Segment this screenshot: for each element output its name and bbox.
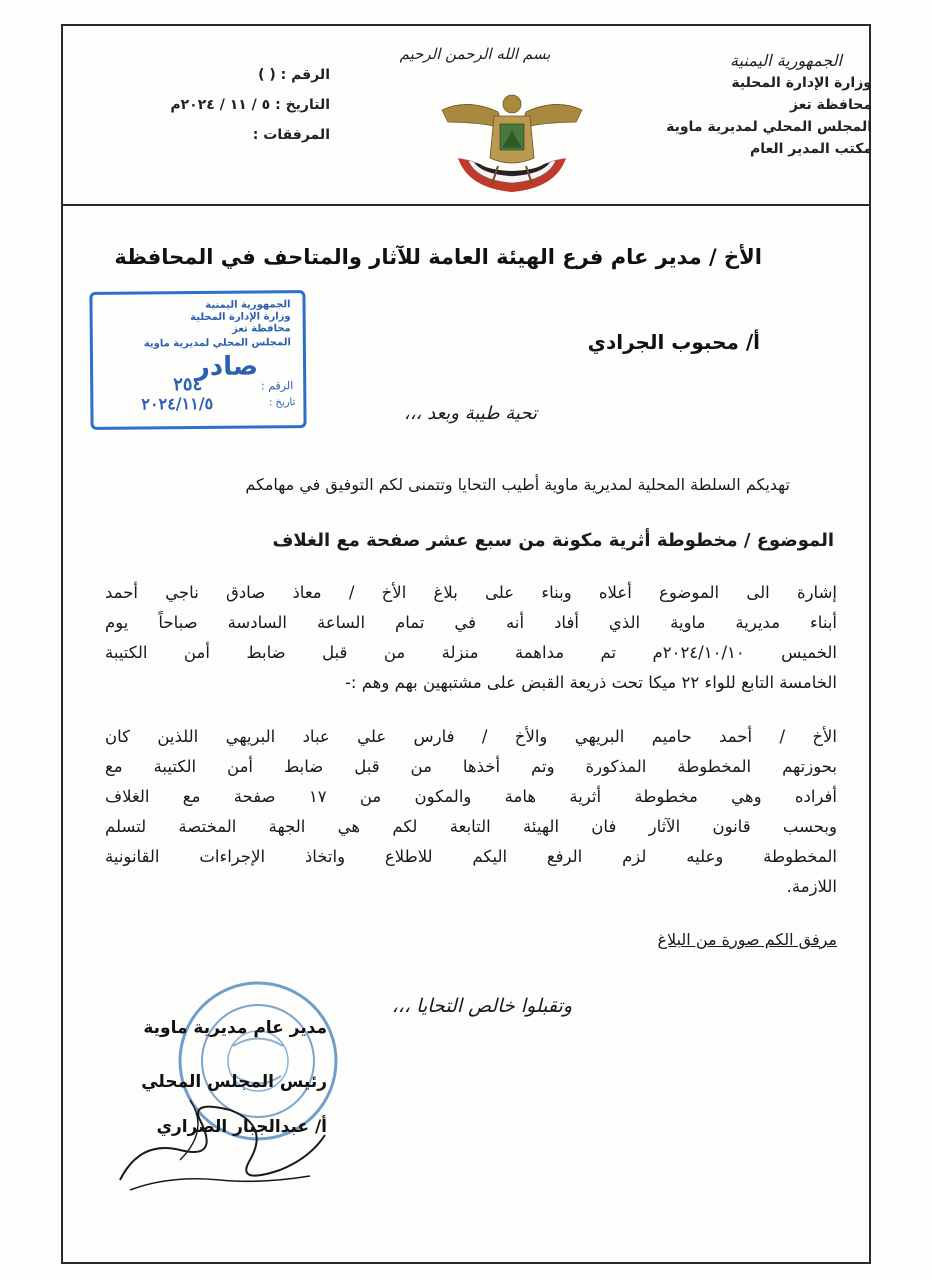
recipient-name: أ/ محبوب الجرادي — [587, 330, 760, 354]
handwritten-signature-icon — [110, 1080, 340, 1200]
paragraph-line: بحوزتهم المخطوطة المذكورة وتم أخذها من قبل ضابط أمن الكتيبة مع — [105, 757, 837, 776]
signatory-title: مدير عام مديرية ماوية — [143, 1018, 327, 1038]
reference-attachments: المرفقات : — [252, 127, 330, 143]
greeting: تحية طيبة وبعد ،،، — [404, 403, 537, 424]
issuer-block — [572, 50, 872, 160]
signatory-role: رئيس المجلس المحلي — [141, 1072, 327, 1092]
governorate-name: محافظة تعز — [789, 97, 872, 113]
stamp-line: الجمهورية اليمنية — [205, 299, 291, 311]
intro-text: تهديكم السلطة المحلية لمديرية ماوية أطيب التحايا وتتمنى لكم التوفيق في مهامكم — [245, 475, 790, 494]
signatory-name: أ/ عبدالجبار الصراري — [156, 1117, 327, 1137]
subject-line: الموضوع / مخطوطة أثرية مكونة من سبع عشر صفحة مع الغلاف — [272, 530, 834, 551]
republic-name: الجمهورية اليمنية — [729, 51, 842, 70]
stamp-number-value: ٢٥٤ — [173, 373, 203, 396]
stamp-number-label: الرقم : — [260, 379, 294, 393]
closing-line: وتقبلوا خالص التحايا ،،، — [391, 995, 572, 1017]
reference-number: الرقم : ( ) — [258, 67, 330, 83]
paragraph-1 — [105, 578, 837, 698]
header-divider — [63, 204, 869, 206]
paragraph-line: إشارة الى الموضوع أعلاه وبناء على بلاغ الأخ / معاذ صادق ناجي أحمد — [105, 583, 837, 602]
reference-block — [130, 60, 330, 150]
paragraph-line: الأخ / أحمد حاميم البريهي والأخ / فارس علي عباد البريهي اللذين كان — [105, 727, 837, 746]
council-name: المجلس المحلي لمديرية ماوية — [666, 119, 872, 135]
paragraph-2 — [105, 722, 837, 902]
yemen-emblem-icon — [438, 88, 586, 196]
paragraph-line: أبناء مديرية ماوية الذي أفاد أنه في تمام الساعة السادسة صباحاً يوم — [105, 613, 837, 632]
ministry-name: وزارة الإدارة المحلية — [731, 75, 872, 91]
office-name: مكتب المدير العام — [749, 141, 872, 157]
stamp-date-value: ٢٠٢٤/١١/٥ — [141, 393, 214, 414]
recipient-title: الأخ / مدير عام فرع الهيئة العامة للآثار والمتاحف في المحافظة — [114, 245, 762, 269]
attachment-note: مرفق الكم صورة من البلاغ — [657, 930, 837, 949]
stamp-line: وزارة الإدارة المحلية — [190, 311, 291, 324]
basmala: بسم الله الرحمن الرحيم — [399, 45, 551, 63]
paragraph-line: الخامسة التابع للواء ٢٢ ميكا تحت ذريعة القبض على مشتبهين بهم وهم :- — [344, 673, 837, 692]
stamp-date-label: تاريخ : — [268, 397, 296, 409]
stamp-line: محافظة تعز — [232, 323, 291, 335]
reference-date: التاريخ : ٥ / ١١ / ٢٠٢٤م — [170, 97, 330, 113]
paragraph-line: الخميس ٢٠٢٤/١٠/١٠م تم مداهمة منزلة من قبل ضابط أمن الكتيبة — [105, 643, 837, 662]
stamp-line: المجلس المحلي لمديرية ماوية — [143, 337, 291, 350]
paragraph-line: اللازمة. — [786, 877, 837, 896]
paragraph-line: المخطوطة وعليه لزم الرفع اليكم للاطلاع واتخاذ الإجراءات القانونية — [105, 847, 837, 866]
issued-stamp — [89, 290, 306, 430]
paragraph-line: وبحسب قانون الآثار فان الهيئة التابعة لكم هي الجهة المختصة لتسلم — [105, 817, 837, 836]
paragraph-line: أفراده وهي مخطوطة أثرية هامة والمكون من ١٧ صفحة مع الغلاف — [105, 787, 837, 806]
stamp-issued-label: صادر — [194, 351, 259, 383]
